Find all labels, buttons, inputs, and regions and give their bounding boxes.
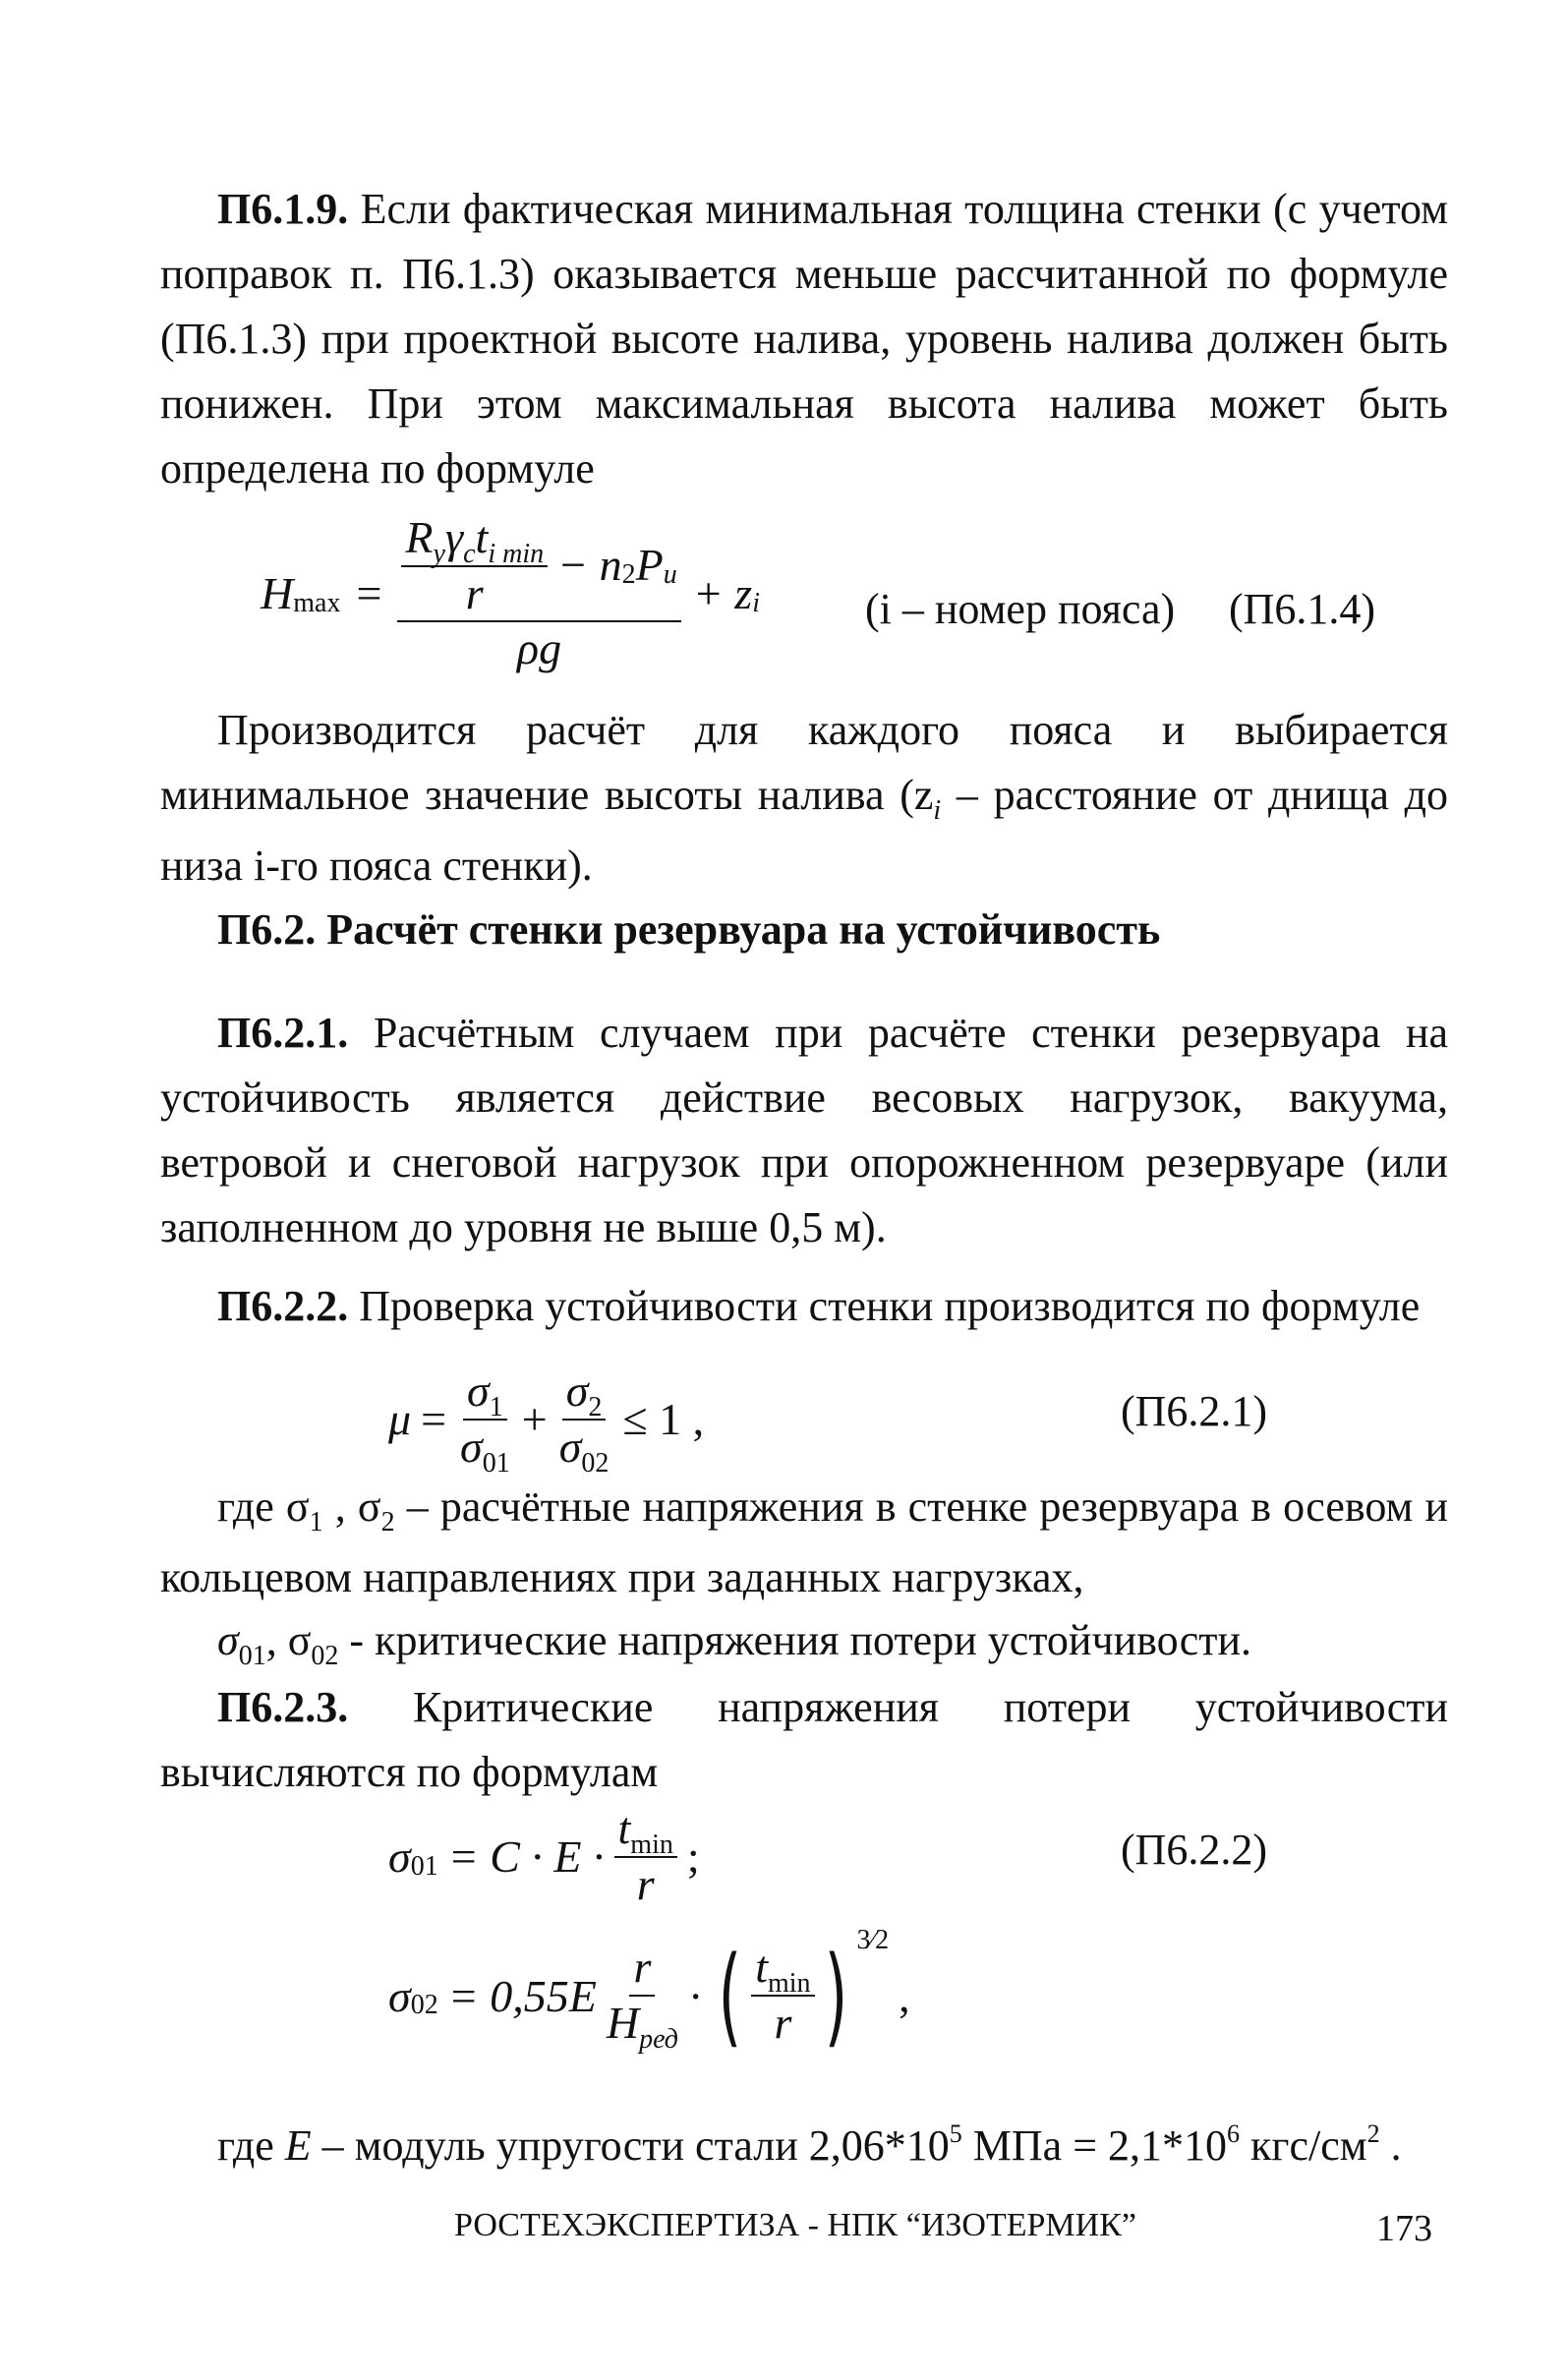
formula-symbol: σ <box>388 1831 411 1883</box>
formula-number: (П6.2.2) <box>1121 1826 1268 1874</box>
paragraph-text: Проверка устойчивости стенки производится по формуле <box>348 1282 1421 1330</box>
formula-operator: + <box>521 1394 548 1445</box>
paragraph-p6-2-3 <box>160 1675 1448 1805</box>
fraction: $\frac{\sigma_2}{\sigma_{02}}$ <box>558 1365 610 1479</box>
formula-term: = 0,55E <box>447 1970 597 2021</box>
formula-p6-2-2-sigma01 <box>388 1804 700 1909</box>
formula-punctuation: , <box>899 1970 910 2021</box>
formula-term: − n <box>557 540 622 591</box>
paragraph-p6-2-2 <box>160 1274 1448 1339</box>
paragraph-text: Если фактическая минимальная толщина стенки (с учетом поправок п. П6.1.3) оказывается меньше рассчитанной по формуле (П6.1.3) при проектной высоте налива, уровень налива должен быть понижен. При этом максимальная высота налива может быть определена по формуле <box>160 185 1448 493</box>
formula-number: (П6.1.4) <box>1229 585 1376 633</box>
formula-note: (i – номер пояса) <box>865 585 1176 633</box>
paragraph-number: П6.2.1. <box>217 1009 349 1057</box>
formula-symbol: H <box>261 568 294 619</box>
formula-p6-1-4: H max = $\frac{R_y\gamma_ct_{i min}}{r}$ − n 2 P u ρg + z i <box>261 512 760 674</box>
formula-subscript: i <box>752 587 760 618</box>
formula-subscript: u <box>663 559 677 591</box>
paragraph-where-sigma-critical: $\sigma_{01}$, $\sigma_{02}$ - критические напряжения потери устойчивости. <box>217 1616 1252 1671</box>
right-paren: ) <box>824 1933 847 2059</box>
paragraph-after-formula: Производится расчёт для каждого пояса и выбирается минимальное значение высоты налива ($z_i$ – расстояние от днища до низа i-го пояса стенки). <box>160 706 1448 890</box>
paragraph-where-sigma: где $\sigma_1$ , $\sigma_2$ – расчётные напряжения в стенке резервуара в осевом и кольцевом направлениях при заданных нагрузках, <box>160 1482 1449 1601</box>
formula-p6-2-2-sigma02 <box>388 1925 910 2059</box>
left-paren: ( <box>718 1933 742 2059</box>
page-number: 173 <box>1376 2208 1432 2249</box>
formula-term: + z <box>692 568 753 619</box>
inner-fraction: $\frac{R_y\gamma_ct_{i min}}{r}$ <box>401 513 548 618</box>
formula-subscript: 2 <box>621 559 636 591</box>
formula-p6-2-1 <box>388 1365 705 1479</box>
paragraph-p6-2-1 <box>160 1001 1448 1260</box>
formula-denominator: ρg <box>517 623 562 674</box>
formula-operator: ≤ 1 , <box>622 1394 705 1445</box>
paragraph-p6-1-9 <box>160 177 1448 501</box>
formula-number: (П6.2.1) <box>1121 1387 1268 1435</box>
paragraph-number: П6.2.2. <box>217 1282 349 1330</box>
footer-publisher: РОСТЕХЭКСПЕРТИЗА - НПК “ИЗОТЕРМИК” <box>454 2207 1136 2243</box>
paragraph-text: Критические напряжения потери устойчивости вычисляются по формулам <box>160 1683 1448 1796</box>
main-fraction <box>397 513 680 674</box>
formula-punctuation: ; <box>686 1831 700 1883</box>
formula-operator: · <box>687 1970 704 2021</box>
paragraph-text: Расчётным случаем при расчёте стенки резервуара на устойчивость является действие весовых нагрузок, вакуума, ветровой и снеговой нагрузок при опорожненном резервуаре (или заполненном до уровня не выше 0,5 м). <box>160 1009 1448 1251</box>
formula-symbol: P <box>635 540 664 591</box>
formula-symbol: μ <box>388 1394 412 1445</box>
formula-exponent: 3⁄2 <box>856 1925 890 1955</box>
fraction: $\frac{t_{min}}{r}$ <box>614 1804 677 1909</box>
section-heading: П6.2. Расчёт стенки резервуара на устойчивость <box>217 905 1161 954</box>
formula-term: = C · E · <box>447 1831 605 1883</box>
formula-subscript: max <box>293 587 341 618</box>
fraction: $\frac{t_{min}}{r}$ <box>751 1943 814 2048</box>
fraction: $\frac{r}{H_{ред}}$ <box>606 1942 678 2055</box>
paragraph-where-e: где E – модуль упругости стали $2,06*10^5$ МПа = $2,1*10^6$ кгс/$см^2$ . <box>217 2119 1402 2170</box>
fraction: $\frac{\sigma_1}{\sigma_{01}}$ <box>460 1365 510 1479</box>
formula-symbol: σ <box>388 1970 411 2021</box>
paragraph-number: П6.2.3. <box>217 1683 349 1731</box>
paragraph-number: П6.1.9. <box>217 185 349 233</box>
formula-subscript: 02 <box>410 1990 438 2020</box>
formula-subscript: 01 <box>410 1850 438 1882</box>
formula-operator: = <box>421 1394 447 1445</box>
